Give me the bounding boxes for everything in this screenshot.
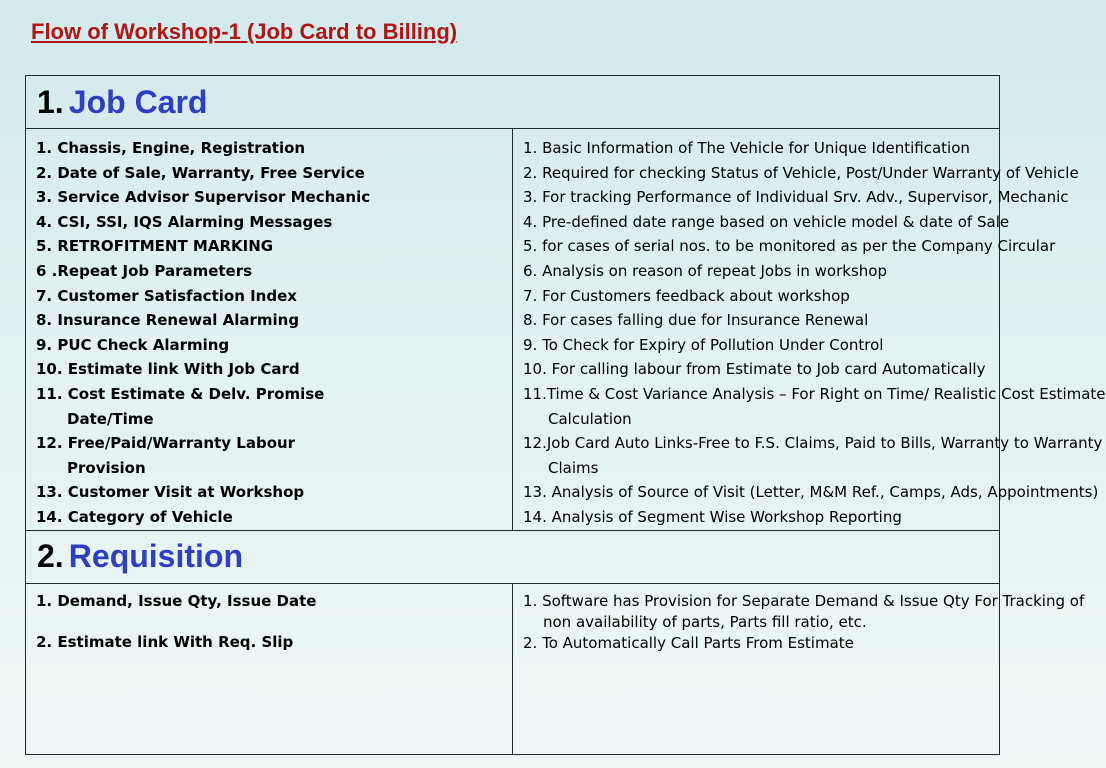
list-item: 3. Service Advisor Supervisor Mechanic xyxy=(36,188,371,207)
list-item: 3. For tracking Performance of Individual Srv. Adv., Supervisor, Mechanic xyxy=(523,188,1069,207)
list-item: 4. CSI, SSI, IQS Alarming Messages xyxy=(36,212,333,231)
list-item: 11.Time & Cost Variance Analysis – For Right on Time/ Realistic Cost Estimate Calculation xyxy=(523,384,1106,428)
list-item: 2. Estimate link With Req. Slip xyxy=(36,632,294,651)
list-item: 9. PUC Check Alarming xyxy=(36,335,230,354)
job-card-features xyxy=(26,129,513,531)
list-item: 14. Analysis of Segment Wise Workshop Reporting xyxy=(523,507,902,526)
list-item: 12.Job Card Auto Links-Free to F.S. Claims, Paid to Bills, Warranty to Warranty Claims xyxy=(523,434,1103,477)
workflow-table xyxy=(25,75,1106,755)
list-item: 10. Estimate link With Job Card xyxy=(36,360,300,379)
section-header-job-card xyxy=(26,76,1000,129)
list-item: 1. Demand, Issue Qty, Issue Date xyxy=(36,591,317,610)
list-item: 6 .Repeat Job Parameters xyxy=(36,261,253,280)
list-item: 10. For calling labour from Estimate to Job card Automatically xyxy=(523,360,986,379)
list-item: 2. Date of Sale, Warranty, Free Service xyxy=(36,163,365,182)
list-item: 7. For Customers feedback about workshop xyxy=(523,286,850,305)
list-item: 1. Chassis, Engine, Registration xyxy=(36,139,306,157)
list-item: 8. For cases falling due for Insurance Renewal xyxy=(523,311,869,330)
list-item: 1. Basic Information of The Vehicle for Unique Identification xyxy=(523,139,970,157)
section-header-requisition xyxy=(26,530,1000,583)
requisition-descriptions xyxy=(513,583,1085,754)
list-item: 2. To Automatically Call Parts From Estimate xyxy=(523,633,854,652)
list-item: 1. Software has Provision for Separate Demand & Issue Qty For Tracking of non availability of parts, Parts fill ratio, etc. xyxy=(523,591,1085,631)
list-item: 14. Category of Vehicle xyxy=(36,507,233,526)
list-item: 6. Analysis on reason of repeat Jobs in workshop xyxy=(523,261,887,280)
list-item: 12. Free/Paid/Warranty Labour Provision xyxy=(36,434,296,477)
list-item: 5. RETROFITMENT MARKING xyxy=(36,237,274,256)
requisition-features xyxy=(26,583,513,754)
list-item: 11. Cost Estimate & Delv. Promise Date/Time xyxy=(36,384,325,428)
list-item: 9. To Check for Expiry of Pollution Under Control xyxy=(523,335,884,354)
job-card-descriptions xyxy=(513,129,1106,531)
section-number: 1. xyxy=(37,83,64,120)
list-item: 13. Analysis of Source of Visit (Letter, M&M Ref., Camps, Ads, Appointments) xyxy=(523,483,1099,502)
list-item: 5. for cases of serial nos. to be monitored as per the Company Circular xyxy=(523,237,1056,256)
section-number: 2. xyxy=(37,538,64,574)
list-item: 7. Customer Satisfaction Index xyxy=(36,286,297,305)
list-item: 2. Required for checking Status of Vehicle, Post/Under Warranty of Vehicle xyxy=(523,163,1079,182)
list-item: 4. Pre-defined date range based on vehicle model & date of Sale xyxy=(523,212,1010,231)
list-item: 8. Insurance Renewal Alarming xyxy=(36,311,300,330)
list-item: 13. Customer Visit at Workshop xyxy=(36,483,305,502)
page-title: Flow of Workshop-1 (Job Card to Billing) xyxy=(31,19,458,44)
section-title: Job Card xyxy=(68,83,208,120)
section-title: Requisition xyxy=(68,538,243,574)
